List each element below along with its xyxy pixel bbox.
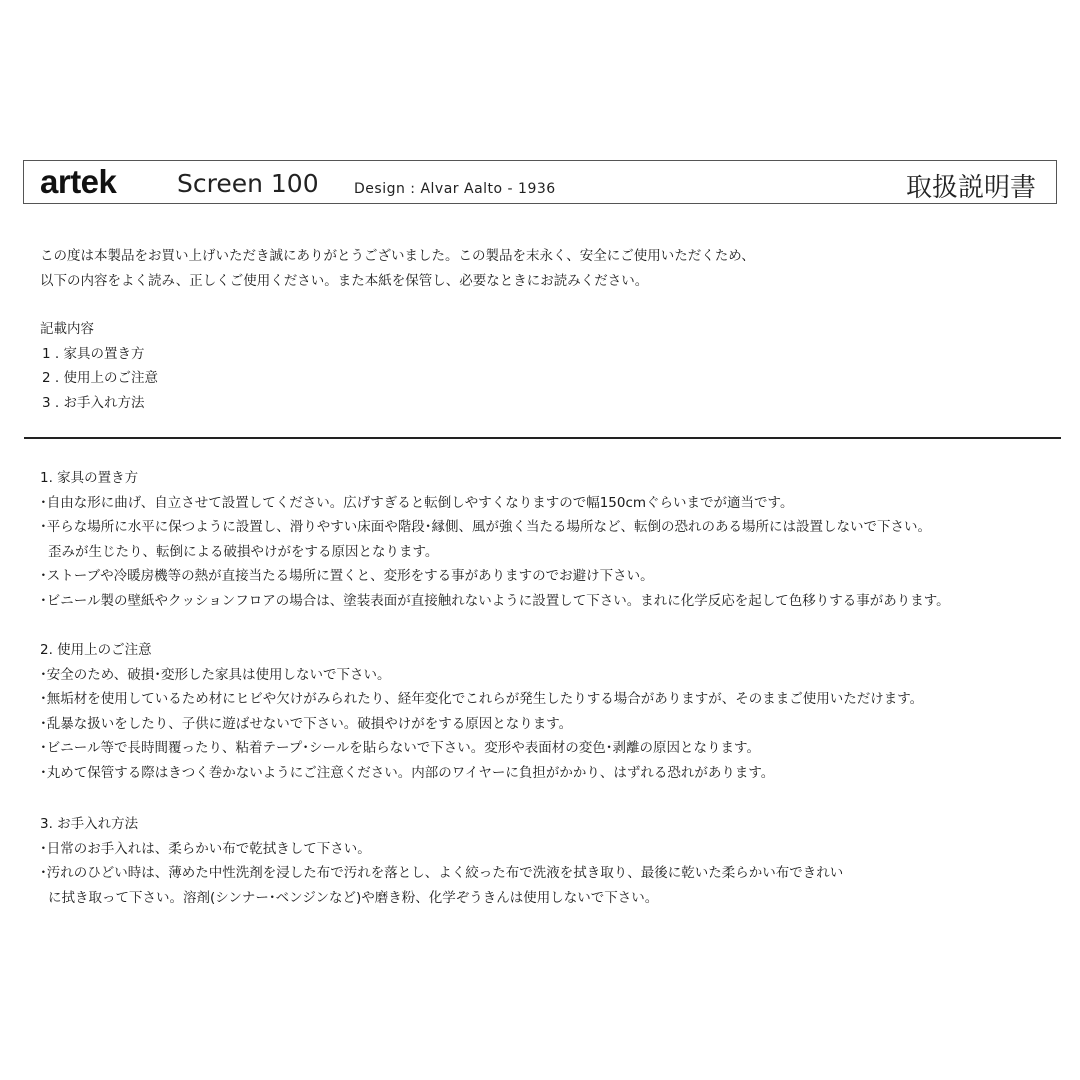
brand-logo: artek	[40, 163, 117, 200]
toc-item: 2 . 使用上のご注意	[42, 370, 158, 386]
section-line: に拭き取って下さい。溶剤(シンナー･ベンジンなど)や磨き粉、化学ぞうきんは使用しないで下さい。	[48, 889, 659, 906]
section-line: ･ストーブや冷暖房機等の熱が直接当たる場所に置くと、変形をする事がありますのでお避け下さい。	[40, 568, 654, 584]
section-line: ･ビニール等で長時間覆ったり、粘着テープ･シールを貼らないで下さい。変形や表面材の変色･剥離の原因となります。	[40, 740, 760, 756]
section-line: ･ビニール製の壁紙やクッションフロアの場合は、塗装表面が直接触れないように設置して下さい。まれに化学反応を起して色移りする事があります。	[40, 592, 950, 609]
intro-line: この度は本製品をお買い上げいただき誠にありがとうございました。この製品を末永く、安全にご使用いただくため、	[40, 248, 755, 264]
section-line: ･平らな場所に水平に保つように設置し、滑りやすい床面や階段･縁側、風が強く当たる場所など、転倒の恐れのある場所には設置しないで下さい。	[40, 519, 931, 535]
section-title: 2. 使用上のご注意	[40, 642, 152, 658]
toc-item: 3 . お手入れ方法	[42, 394, 145, 411]
section-title: 3. お手入れ方法	[40, 816, 139, 832]
toc-item: 1 . 家具の置き方	[42, 345, 145, 362]
section-care	[40, 812, 843, 910]
design-credit: Design : Alvar Aalto - 1936	[354, 181, 556, 197]
section-usage-notes	[40, 638, 923, 785]
section-line: ･丸めて保管する際はきつく巻かないようにご注意ください。内部のワイヤーに負担がかかり、はずれる恐れがあります。	[40, 764, 775, 781]
table-of-contents	[40, 317, 158, 415]
section-line: ･安全のため、破損･変形した家具は使用しないで下さい。	[40, 666, 391, 683]
section-line: ･無垢材を使用しているため材にヒビや欠けがみられたり、経年変化でこれらが発生したりする場合がありますが、そのままご使用いただけます。	[40, 691, 924, 707]
intro-line: 以下の内容をよく読み、正しくご使用ください。また本紙を保管し、必要なときにお読みください。	[40, 272, 649, 289]
section-line: ･日常のお手入れは、柔らかい布で乾拭きして下さい。	[40, 840, 371, 857]
section-line: ･汚れのひどい時は、薄めた中性洗剤を浸した布で汚れを落とし、よく絞った布で洗液を拭き取り、最後に乾いた柔らかい布できれい	[40, 865, 844, 881]
section-line: ･自由な形に曲げ、自立させて設置してください。広げすぎると転倒しやすくなりますので幅150cmぐらいまでが適当です。	[40, 494, 794, 511]
section-divider	[24, 437, 1061, 439]
section-title: 1. 家具の置き方	[40, 470, 139, 486]
document-type: 取扱説明書	[905, 173, 1036, 203]
intro-text	[40, 244, 755, 293]
product-name: Screen 100	[177, 169, 319, 198]
section-placement	[40, 466, 950, 613]
header-bar	[23, 160, 1057, 204]
section-line: ･乱暴な扱いをしたり、子供に遊ばせないで下さい。破損やけがをする原因となります。	[40, 715, 573, 732]
section-line: 歪みが生じたり、転倒による破損やけがをする原因となります。	[48, 543, 439, 560]
toc-title: 記載内容	[40, 321, 94, 337]
